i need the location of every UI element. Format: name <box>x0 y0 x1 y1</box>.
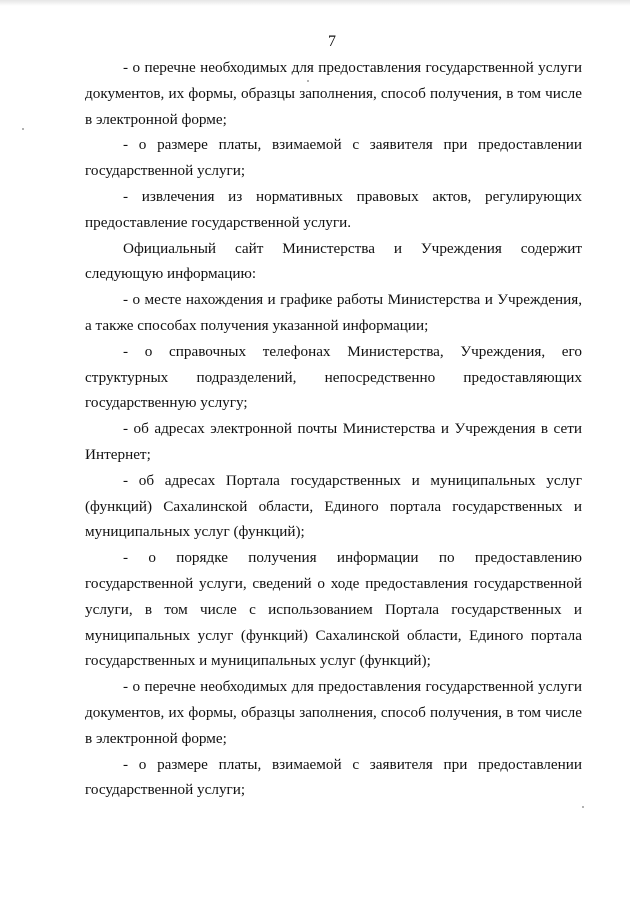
page-number: 7 <box>328 33 336 50</box>
paragraph: - о месте нахождения и графике работы Министерства и Учреждения, а также способах получения указанной информации; <box>85 291 582 334</box>
paragraph: - о справочных телефонах Министерства, Учреждения, его структурных подразделений, непосредственно предоставляющих государственную услугу; <box>85 342 582 412</box>
paragraph: - о порядке получения информации по предоставлению государственной услуги, сведений о ходе предоставления государственной услуги, в том числе с использованием Портала государственных и муниципальных услуг (функций) Сахалинской области, Единого портала государственных и муниципальных услуг (функций); <box>85 549 582 670</box>
scan-speck <box>307 80 309 82</box>
paragraph: - о перечне необходимых для предоставления государственной услуги документов, их формы, образцы заполнения, способ получения, в том числе в электронной форме; <box>85 59 582 128</box>
paragraph: - о перечне необходимых для предоставления государственной услуги документов, их формы, образцы заполнения, способ получения, в том числе в электронной форме; <box>85 678 582 747</box>
scan-edge-shadow <box>0 0 630 6</box>
document-body <box>85 55 582 803</box>
paragraph: - о размере платы, взимаемой с заявителя при предоставлении государственной услуги; <box>85 755 582 799</box>
paragraph: - извлечения из нормативных правовых актов, регулирующих предоставление государственной услуги. <box>85 187 582 231</box>
scan-speck <box>582 806 584 808</box>
paragraph: - о размере платы, взимаемой с заявителя при предоставлении государственной услуги; <box>85 136 582 180</box>
paragraph: - об адресах Портала государственных и муниципальных услуг (функций) Сахалинской области, Единого портала государственных и муниципальных услуг (функций); <box>85 471 582 541</box>
paragraph: - об адресах электронной почты Министерства и Учреждения в сети Интернет; <box>85 420 582 463</box>
scan-speck <box>22 128 24 130</box>
paragraph: Официальный сайт Министерства и Учреждения содержит следующую информацию: <box>85 239 582 283</box>
